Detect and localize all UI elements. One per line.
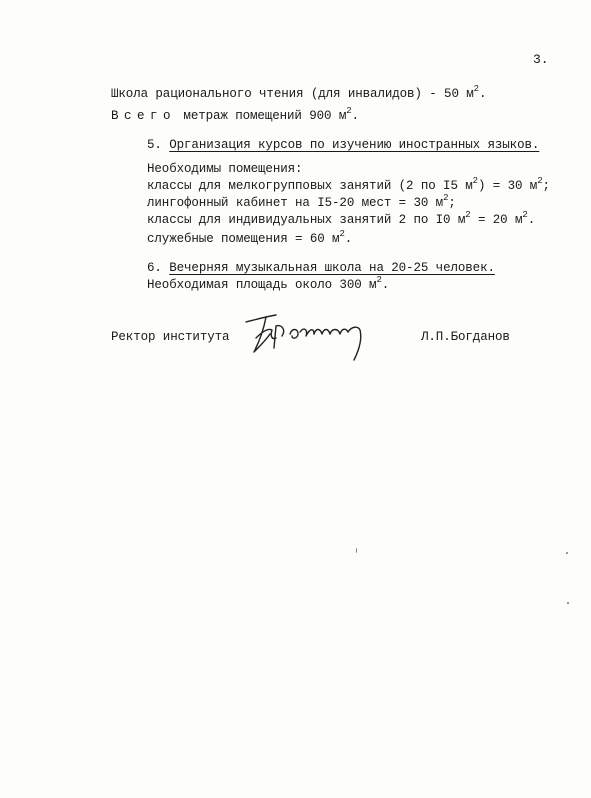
square-meter-superscript: 2 xyxy=(465,210,471,220)
square-meter-superscript: 2 xyxy=(472,176,478,186)
scan-speck xyxy=(567,602,569,604)
small-group-classes-end: ; xyxy=(542,179,550,193)
square-meter-superscript: 2 xyxy=(346,106,352,116)
rector-name: Л.П.Богданов xyxy=(421,330,510,344)
section5-title: Организация курсов по изучению иностранных языков. xyxy=(169,138,540,152)
individual-classes-end: . xyxy=(527,213,536,227)
individual-classes-line xyxy=(147,212,535,228)
page-number: 3. xyxy=(533,52,549,67)
square-meter-superscript: 2 xyxy=(537,176,543,186)
school-line xyxy=(111,86,486,102)
language-lab-text: лингофонный кабинет на I5-20 мест = 30 м xyxy=(147,196,444,210)
music-school-area-line xyxy=(147,277,389,293)
school-line-text: Школа рационального чтения (для инвалидов) - 50 м xyxy=(111,87,474,101)
total-area-line xyxy=(111,108,359,124)
total-area-end: . xyxy=(351,109,359,123)
section5-number: 5. xyxy=(147,138,162,152)
language-lab-line xyxy=(147,195,456,211)
service-rooms-line xyxy=(147,231,352,247)
square-meter-superscript: 2 xyxy=(473,84,479,94)
music-school-area-end: . xyxy=(381,278,390,292)
service-rooms-text: служебные помещения = 60 м xyxy=(147,232,340,246)
scan-speck xyxy=(356,548,357,553)
individual-classes-text: классы для индивидуальных занятий 2 по I0 м xyxy=(147,213,466,227)
total-area-text: метраж помещений 900 м xyxy=(176,109,347,123)
needed-rooms-label: Необходимы помещения: xyxy=(147,162,303,176)
language-lab-end: ; xyxy=(448,196,456,210)
music-school-area-text: Необходимая площадь около 300 м xyxy=(147,278,377,292)
square-meter-superscript: 2 xyxy=(376,275,382,285)
handwritten-signature xyxy=(242,308,377,363)
square-meter-superscript: 2 xyxy=(339,229,345,239)
section5-heading xyxy=(147,137,539,153)
individual-classes-total: = 20 м xyxy=(470,213,523,227)
section6-number: 6. xyxy=(147,261,162,275)
scan-speck xyxy=(566,552,568,554)
small-group-classes-total: ) = 30 м xyxy=(477,179,538,193)
small-group-classes-text: классы для мелкогрупповых занятий (2 по I5 м xyxy=(147,179,473,193)
school-line-end: . xyxy=(478,87,487,101)
section6-heading xyxy=(147,260,495,276)
rector-title: Ректор института xyxy=(111,330,230,344)
service-rooms-end: . xyxy=(344,232,353,246)
small-group-classes-line xyxy=(147,178,550,194)
square-meter-superscript: 2 xyxy=(443,193,449,203)
section6-title: Вечерняя музыкальная школа на 20-25 человек. xyxy=(169,261,495,275)
total-word: Всего xyxy=(111,109,177,123)
square-meter-superscript: 2 xyxy=(522,210,528,220)
